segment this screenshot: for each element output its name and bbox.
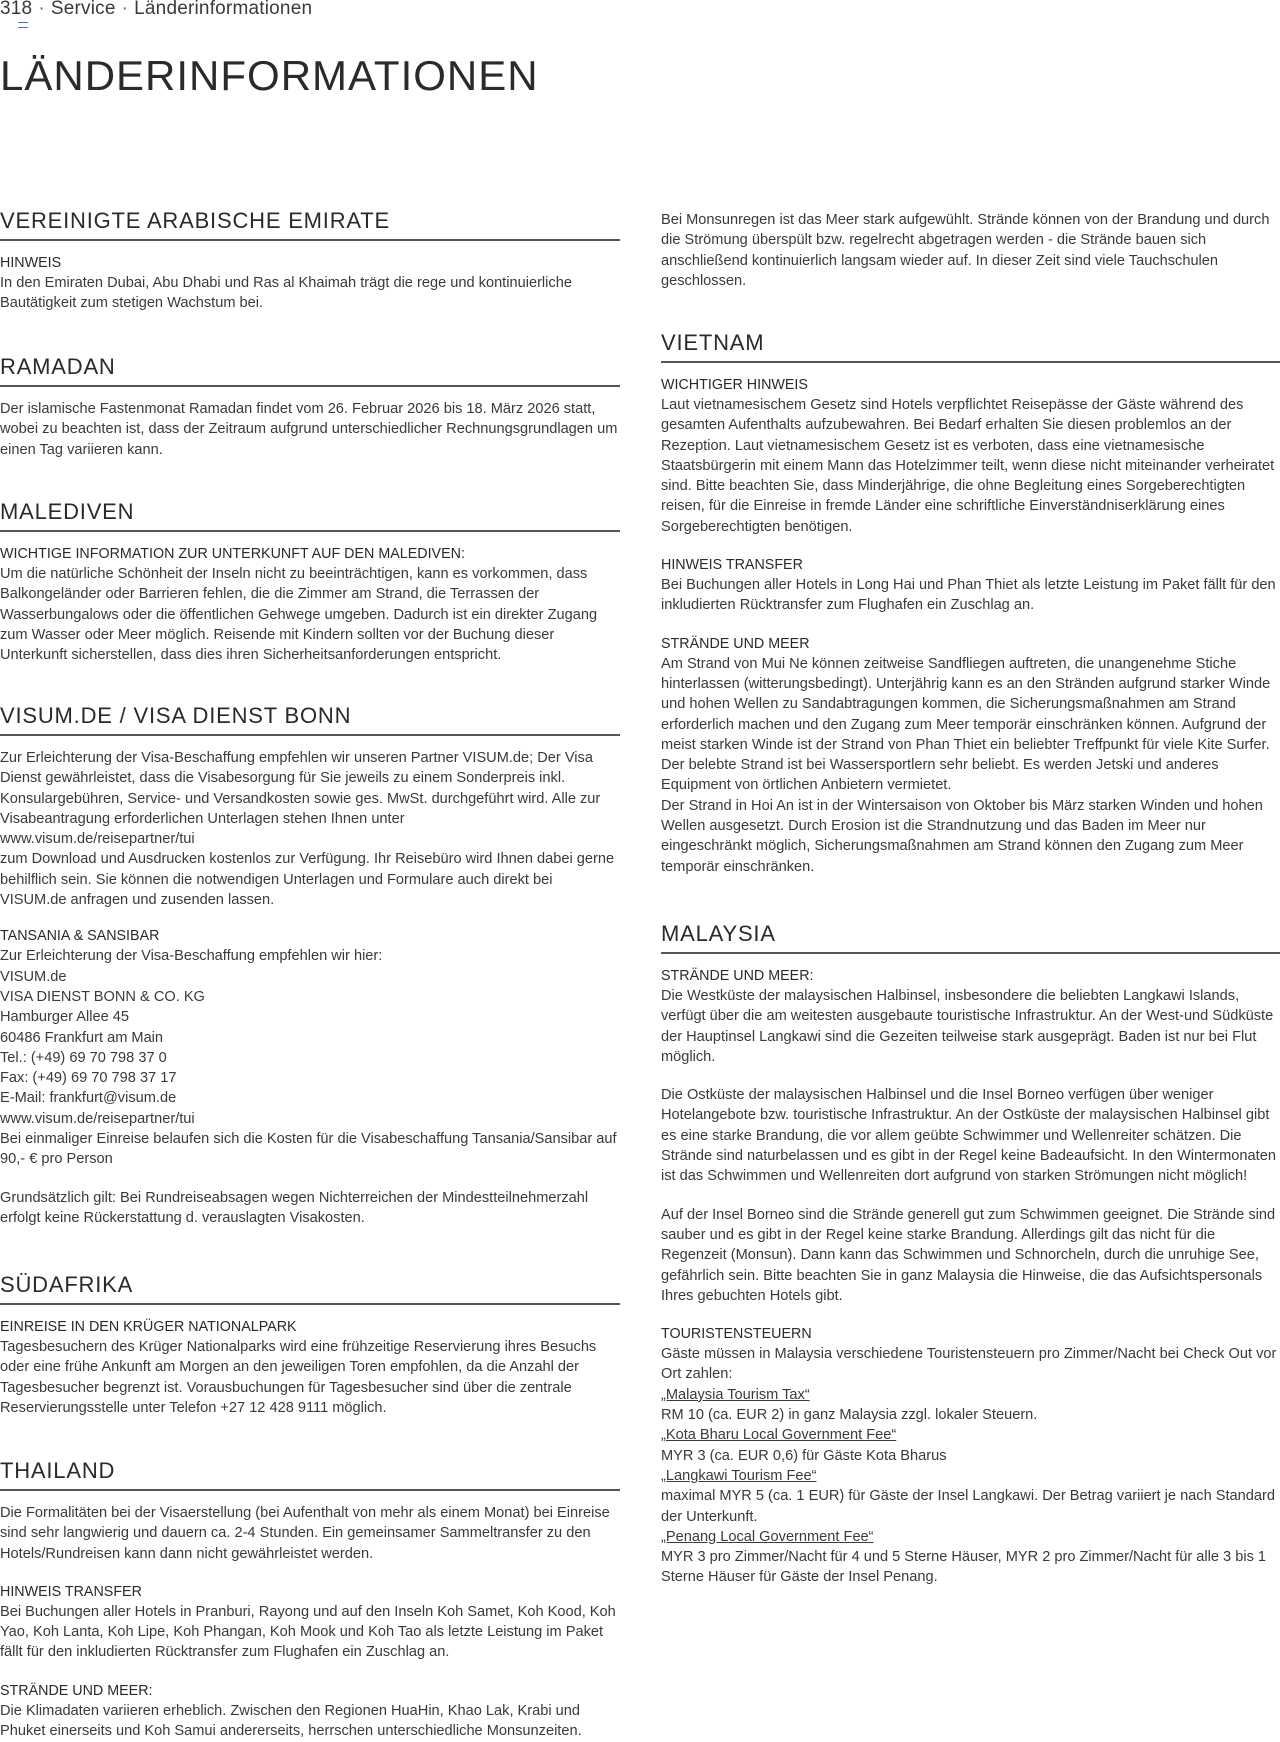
subheading: STRÄNDE UND MEER:: [661, 968, 814, 984]
section-malediven: [0, 499, 620, 665]
paragraph: Bei Monsunregen ist das Meer stark aufgewühlt. Strände können von der Brandung und durch die Strömung überspült bzw. regelrecht abgetragen werden - die Strände bauen sich anschließend kontinuierlich langsam wieder auf. In dieser Zeit sind viele Tauchschulen geschlossen.: [661, 212, 1270, 289]
address-line: 60486 Frankfurt am Main: [0, 1029, 164, 1046]
paragraph: Auf der Insel Borneo sind die Strände generell gut zum Schwimmen geeignet. Die Strände sind sauber und es gibt in der Regel keine starke Brandung. Allerdings gilt das nicht für die Regenzeit (Monsun). Dann kann das Schwimmen und Schnorcheln, durch die unruhige See, gefährlich sein. Bitte beachten Sie in ganz Malaysia die Hinweise, die das Aufsichtspersonals Ihres gebuchten Hotels gibt.: [661, 1206, 1276, 1304]
paragraph: Der islamische Fastenmonat Ramadan findet vom 26. Februar 2026 bis 18. März 2026 statt, wobei zu beachten ist, dass der Zeitraum aufgrund unterschiedlicher Rechnungsgrundlagen um einen Tag variieren kann.: [0, 401, 618, 458]
spacer: [0, 1564, 620, 1582]
section-suedafrika: [0, 1272, 620, 1418]
paragraph: Zur Erleichterung der Visa-Beschaffung empfehlen wir hier:: [0, 948, 383, 965]
tax-text: maximal MYR 5 (ca. 1 EUR) für Gäste der Insel Langkawi. Der Betrag variiert je nach Standard der Unterkunft.: [661, 1488, 1275, 1525]
section-title: VEREINIGTE ARABISCHE EMIRATE: [0, 208, 620, 241]
spacer: [0, 910, 620, 926]
tax-name: „Malaysia Tourism Tax“: [661, 1386, 810, 1403]
section-title: MALAYSIA: [661, 921, 1280, 954]
paragraph: Bei einmaliger Einreise belaufen sich die Kosten für die Visabeschaffung Tansania/Sansibar auf 90,- € pro Person: [0, 1131, 617, 1168]
subheading: WICHTIGE INFORMATION ZUR UNTERKUNFT AUF DEN MALEDIVEN:: [0, 546, 465, 562]
tax-text: RM 10 (ca. EUR 2) in ganz Malaysia zzgl. lokaler Steuern.: [661, 1407, 1038, 1424]
spacer: [0, 1663, 620, 1681]
email-line[interactable]: E-Mail: frankfurt@visum.de: [0, 1090, 177, 1107]
subheading: HINWEIS TRANSFER: [0, 1583, 142, 1600]
section-ramadan: [0, 354, 620, 460]
paragraph: Tagesbesuchern des Krüger Nationalparks wird eine frühzeitige Reservierung ihres Besuchs oder eine frühe Ankunft am Morgen an den jeweiligen Toren empfohlen, da die Anzahl der Tagesbesucher begrenzt ist. Vorausbuchungen für Tagesbesucher sind über die zentrale Reservierungsstelle unter Telefon +27 12 428 9111 möglich.: [0, 1339, 597, 1416]
section-name: Service: [50, 0, 116, 19]
spacer: [0, 1170, 620, 1188]
tax-name: „Penang Local Government Fee“: [661, 1528, 874, 1545]
tax-name: „Langkawi Tourism Fee“: [661, 1467, 817, 1484]
subheading: WICHTIGER HINWEIS: [661, 377, 808, 393]
subheading: EINREISE IN DEN KRÜGER NATIONALPARK: [0, 1319, 297, 1335]
running-header: [0, 0, 312, 20]
visum-link[interactable]: www.visum.de/reisepartner/tui: [0, 831, 195, 848]
tax-text: MYR 3 (ca. EUR 0,6) für Gäste Kota Bharus: [661, 1447, 947, 1464]
section-title: MALEDIVEN: [0, 499, 620, 532]
subheading: STRÄNDE UND MEER:: [0, 1682, 153, 1699]
paragraph: Bei Buchungen aller Hotels in Long Hai und Phan Thiet als letzte Leistung im Paket fällt für den inkludierten Rücktransfer zum Flughafen ein Zuschlag an.: [661, 577, 1276, 614]
section-title: RAMADAN: [0, 354, 620, 387]
paragraph: Die Formalitäten bei der Visaerstellung (bei Aufenthalt von mehr als einem Monat) bei Einreise sind sehr langwierig und dauern ca. 2-4 Stunden. Ein gemeinsamer Sammeltransfer zu den Hotels/Rundreisen kann dann nicht gewährleistet werden.: [0, 1505, 610, 1562]
paragraph: Am Strand von Mui Ne können zeitweise Sandfliegen auftreten, die unangenehme Stiche hinterlassen (witterungsbedingt). Unterjährig kann es an den Stränden aufgrund starker Winde und hohen Wellen zu Sandabtragungen kommen, die Sicherungsmaßnahmen am Strand erforderlich machen und den Zugang zum Meer temporär einschränken können. Aufgrund der meist starken Winde ist der Strand von Phan Thiet ein beliebter Treffpunkt für viele Kite Surfer. Der belebte Strand ist bei Wassersportlern sehr beliebt. Es werden Jetski und anderes Equipment von örtlichen Anbietern vermietet.: [661, 655, 1271, 794]
paragraph: Gäste müssen in Malaysia verschiedene Touristensteuern pro Zimmer/Nacht bei Check Out vor Ort zahlen:: [661, 1346, 1277, 1383]
section-malaysia: [661, 921, 1280, 1588]
spacer: [661, 1067, 1280, 1085]
subheading: TANSANIA & SANSIBAR: [0, 928, 160, 945]
phone-line: Tel.: (+49) 69 70 798 37 0: [0, 1049, 167, 1066]
subsection-name: Länderinformationen: [134, 0, 313, 19]
paragraph: Die Klimadaten variieren erheblich. Zwischen den Regionen HuaHin, Khao Lak, Krabi und Phuket einerseits und Koh Samui andererseits, herrschen unterschiedliche Monsunzeiten.: [0, 1702, 582, 1740]
section-title: VIETNAM: [661, 330, 1280, 363]
separator: ·: [121, 0, 129, 19]
tax-text: MYR 3 pro Zimmer/Nacht für 4 und 5 Sterne Häuser, MYR 2 pro Zimmer/Nacht für alle 3 bis 1 Sterne Häuser für Gäste der Insel Penang.: [661, 1549, 1267, 1586]
section-title: VISUM.DE / VISA DIENST BONN: [0, 703, 620, 736]
paragraph: Grundsätzlich gilt: Bei Rundreiseabsagen wegen Nichterreichen der Mindestteilnehmerzahl erfolgt keine Rückerstattung d. verauslagten Visakosten.: [0, 1189, 589, 1226]
spacer: [661, 1306, 1280, 1324]
paragraph: zum Download und Ausdrucken kostenlos zur Verfügung. Ihr Reisebüro wird Ihnen dabei gerne behilflich sein. Sie können die notwendigen Unterlagen und Formulare auch direkt bei VISUM.de anfragen und zusenden lassen.: [0, 851, 615, 909]
subheading: STRÄNDE UND MEER: [661, 635, 810, 652]
fax-line: Fax: (+49) 69 70 798 37 17: [0, 1070, 177, 1087]
section-monsoon-intro: [661, 210, 1280, 291]
page-mark: [18, 22, 28, 28]
paragraph: Um die natürliche Schönheit der Inseln nicht zu beeinträchtigen, kann es vorkommen, dass Balkongeländer oder Barrieren fehlen, die die Zimmer am Strand, die Terrassen der Wasserbungalows oder die öffentlichen Gehwege umgeben. Dadurch ist ein direkter Zugang zum Wasser oder Meer möglich. Reisende mit Kindern sollten vor der Buchung dieser Unterkunft sicherstellen, dass dies ihren Sicherheitsanforderungen entspricht.: [0, 566, 598, 664]
address-line: Hamburger Allee 45: [0, 1009, 129, 1026]
separator: ·: [38, 0, 45, 19]
subheading: HINWEIS: [0, 255, 62, 271]
paragraph: Zur Erleichterung der Visa-Beschaffung empfehlen wir unseren Partner VISUM.de; Der Visa Dienst gewährleistet, dass die Visabesorgung für Sie jeweils zu einem Sonderpreis inkl. Konsulargebühren, Service- und Versandkosten sowie ges. MwSt. durchgeführt wird. Alle zur Visabeantragung erforderlichen Unterlagen stehen Ihnen unter: [0, 750, 601, 827]
paragraph: Laut vietnamesischem Gesetz sind Hotels verpflichtet Reisepässe der Gäste während des gesamten Aufenthalts aufzubewahren. Bei Bedarf erhalten Sie diesen problemlos an der Rezeption. Laut vietnamesischem Gesetz ist es verboten, dass eine vietnamesische Staatsbürgerin mit einem Mann das Hotelzimmer teilt, wenn diese nicht miteinander verheiratet sind. Bitte beachten Sie, dass Minderjährige, die ohne Begleitung eines Sorgeberechtigten reisen, für die Einreise in fremde Länder eine schriftliche Einverständniserklärung eines Sorgeberechtigten benötigen.: [661, 397, 1275, 535]
tax-name: „Kota Bharu Local Government Fee“: [661, 1427, 897, 1444]
section-vae: [0, 208, 620, 314]
section-visum: [0, 703, 620, 1228]
subheading: HINWEIS TRANSFER: [661, 557, 803, 574]
paragraph: Der Strand in Hoi An ist in der Wintersaison von Oktober bis März starken Winden und hohen Wellen ausgesetzt. Durch Erosion ist die Strandnutzung und das Baden im Meer nur eingeschränkt möglich, Sicherungsmaßnahmen am Strand können den Zugang zum Meer temporär einschränken.: [661, 797, 1263, 875]
section-vietnam: [661, 330, 1280, 877]
paragraph: Bei Buchungen aller Hotels in Pranburi, Rayong und auf den Inseln Koh Samet, Koh Kood, Koh Yao, Koh Lanta, Koh Lipe, Koh Phangan, Koh Mook und Koh Tao als letzte Leistung im Paket fällt für den inkludierten Rücktransfer zum Flughafen ein Zuschlag an.: [0, 1603, 616, 1661]
section-title: THAILAND: [0, 1458, 620, 1491]
spacer: [661, 1187, 1280, 1205]
spacer: [661, 616, 1280, 634]
page-title: LÄNDERINFORMATIONEN: [0, 52, 539, 99]
section-thailand: [0, 1458, 620, 1741]
subheading: TOURISTENSTEUERN: [661, 1326, 812, 1343]
visum-link[interactable]: www.visum.de/reisepartner/tui: [0, 1110, 195, 1127]
page-number: 318: [0, 0, 33, 19]
paragraph: Die Ostküste der malaysischen Halbinsel und die Insel Borneo verfügen über weniger Hotelangebote bzw. touristische Infrastruktur. An der Ostküste der malaysischen Halbinsel gibt es eine starke Brandung, die vor allem geübte Schwimmer und Wellenreiter schätzen. Die Strände sind naturbelassen und es gibt in der Regel keine Badeaufsicht. In den Wintermonaten ist das Schwimmen und Wellenreiten dort aufgrund von starken Strömungen nicht möglich!: [661, 1087, 1276, 1185]
address-line: VISA DIENST BONN & CO. KG: [0, 988, 205, 1005]
paragraph: Die Westküste der malaysischen Halbinsel, insbesondere die beliebten Langkawi Islands, verfügt über die am weitesten ausgebaute touristische Infrastruktur. An der West-und Südküste der Hauptinsel Langkawi sind die Gezeiten teilweise stark ausgeprägt. Baden ist nur bei Flut möglich.: [661, 988, 1274, 1065]
spacer: [661, 537, 1280, 555]
section-title: SÜDAFRIKA: [0, 1272, 620, 1305]
paragraph: In den Emiraten Dubai, Abu Dhabi und Ras al Khaimah trägt die rege und kontinuierliche Bautätigkeit zum stetigen Wachstum bei.: [0, 275, 572, 312]
address-line: VISUM.de: [0, 968, 67, 985]
